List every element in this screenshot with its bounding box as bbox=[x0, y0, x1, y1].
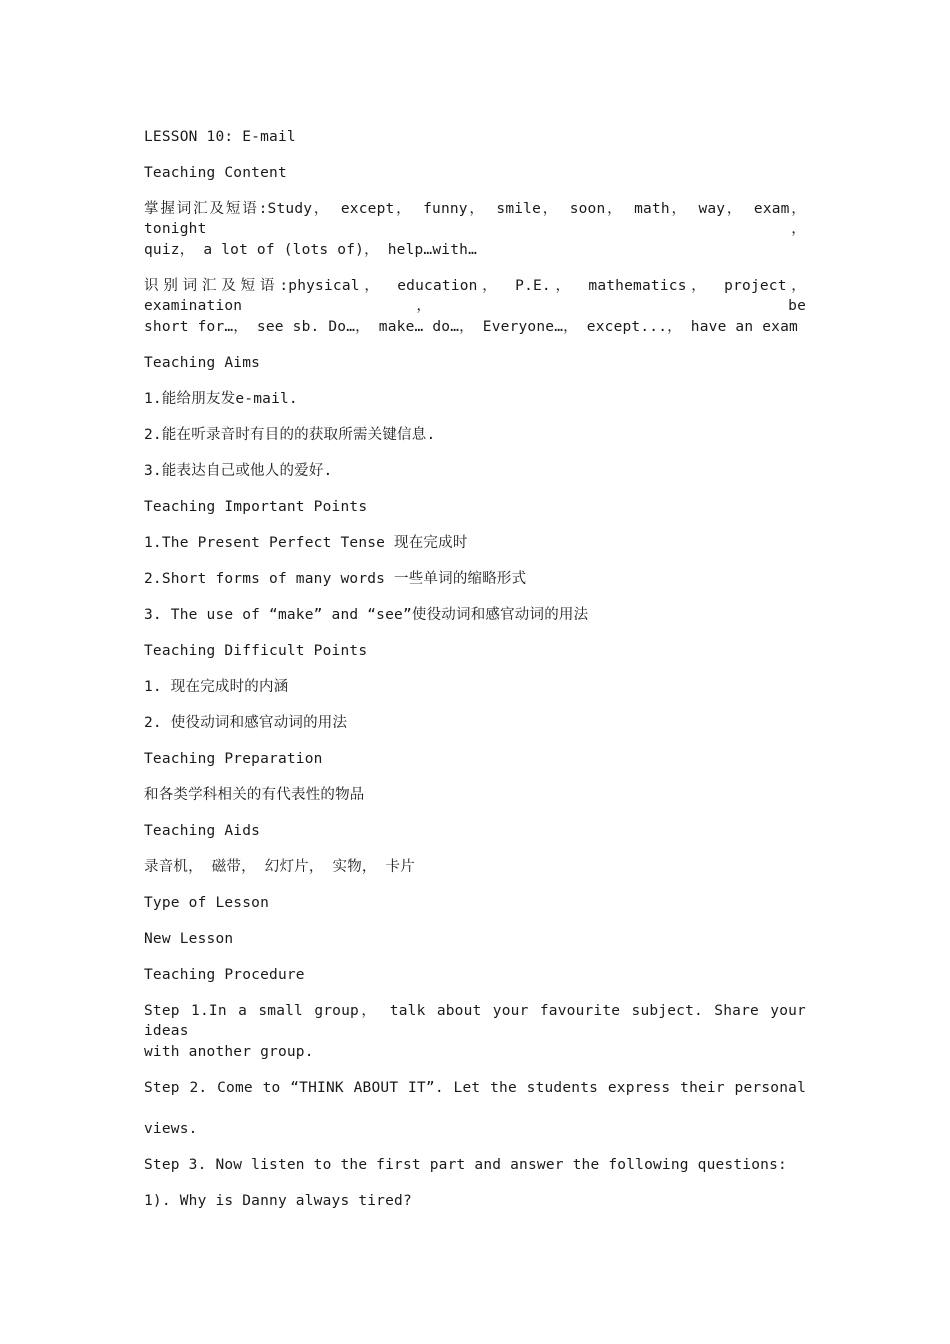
section-heading-aims: Teaching Aims bbox=[144, 355, 261, 371]
aids-text: 录音机， 磁带， 幻灯片， 实物， 卡片 bbox=[144, 859, 415, 875]
section-heading-difficult: Teaching Difficult Points bbox=[144, 643, 368, 659]
section-heading-type: Type of Lesson bbox=[144, 895, 270, 911]
step-1-line-2: with another group. bbox=[144, 1044, 314, 1060]
aim-item-2: 2.能在听录音时有目的的获取所需关键信息. bbox=[144, 427, 436, 443]
section-heading-aids: Teaching Aids bbox=[144, 823, 261, 839]
section-heading-preparation: Teaching Preparation bbox=[144, 751, 323, 767]
aim-item-3: 3.能表达自己或他人的爱好. bbox=[144, 463, 333, 479]
difficult-item-2: 2. 使役动词和感官动词的用法 bbox=[144, 715, 348, 731]
section-heading-content: Teaching Content bbox=[144, 165, 287, 181]
difficult-item-1: 1. 现在完成时的内涵 bbox=[144, 679, 289, 695]
step-2-line-2: views. bbox=[144, 1121, 198, 1137]
preparation-text: 和各类学科相关的有代表性的物品 bbox=[144, 787, 365, 803]
important-item-2: 2.Short forms of many words 一些单词的缩略形式 bbox=[144, 571, 527, 587]
content-recognize-line-1: 识别词汇及短语:physical， education， P.E.， mathematics， project， examination， be bbox=[144, 278, 806, 314]
content-master-line-2: quiz， a lot of (lots of)， help…with… bbox=[144, 242, 478, 258]
type-text: New Lesson bbox=[144, 931, 234, 947]
section-heading-procedure: Teaching Procedure bbox=[144, 967, 305, 983]
section-heading-important: Teaching Important Points bbox=[144, 499, 368, 515]
step-1-line-1: Step 1.In a small group， talk about your favourite subject. Share your ideas bbox=[144, 1003, 806, 1039]
step-2-line-1: Step 2. Come to “THINK ABOUT IT”. Let the students express their personal bbox=[144, 1080, 806, 1096]
lesson-title: LESSON 10: E-mail bbox=[144, 129, 296, 145]
aim-item-1: 1.能给朋友发e-mail. bbox=[144, 391, 298, 407]
important-item-3: 3. The use of “make” and “see”使役动词和感官动词的用法 bbox=[144, 607, 589, 623]
question-1: 1). Why is Danny always tired? bbox=[144, 1193, 412, 1209]
content-master-line-1: 掌握词汇及短语:Study， except， funny， smile， soon， math， way， exam， tonight， bbox=[144, 201, 806, 237]
important-item-1: 1.The Present Perfect Tense 现在完成时 bbox=[144, 535, 468, 551]
content-recognize-line-2: short for…， see sb. Do…， make… do…， Everyone…， except...， have an exam bbox=[144, 319, 798, 335]
step-3: Step 3. Now listen to the first part and answer the following questions: bbox=[144, 1157, 787, 1173]
